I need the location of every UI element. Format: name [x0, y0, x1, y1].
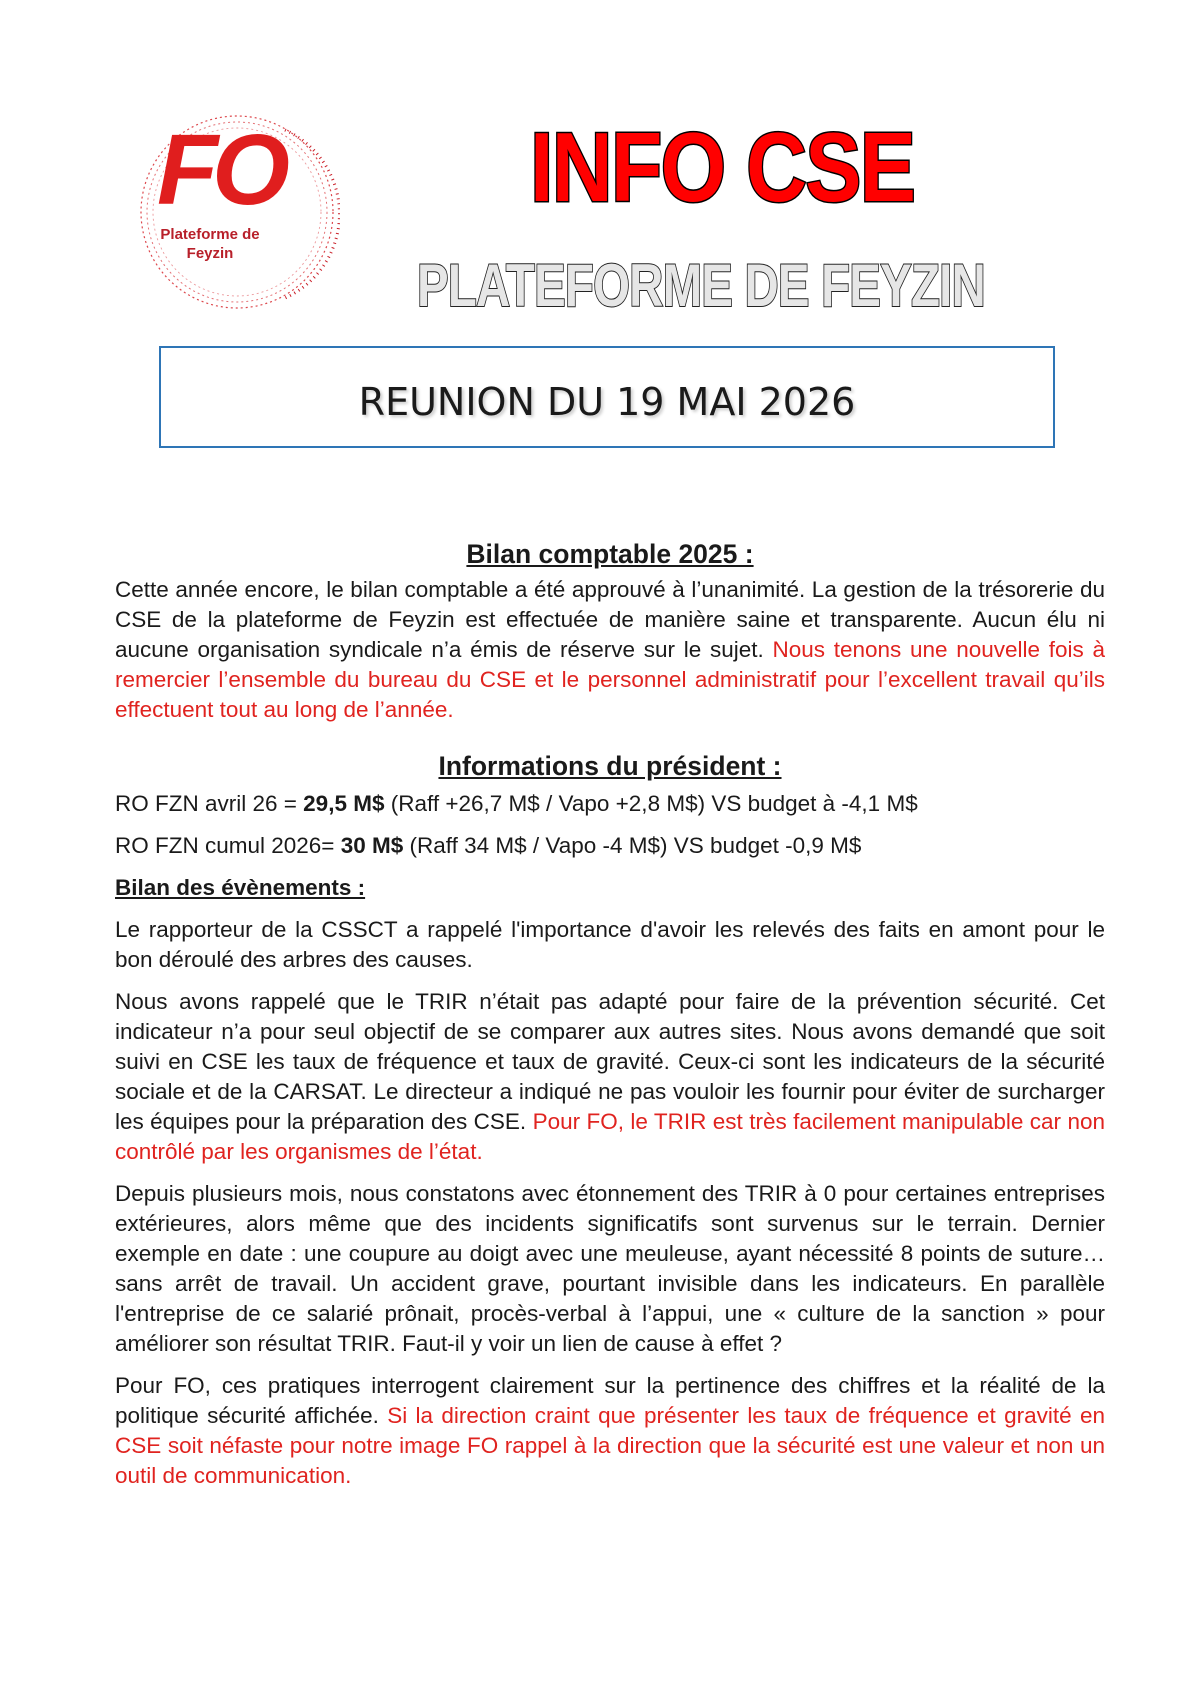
logo-caption-line2: Feyzin — [186, 245, 234, 262]
paragraph-cssct: Le rapporteur de la CSSCT a rappelé l'importance d'avoir les relevés des faits en amont pour le bon déroulé des arbres des causes. — [115, 917, 1105, 972]
ro-cumul-suffix: (Raff 34 M$ / Vapo -4 M$) VS budget -0,9 M$ — [403, 833, 862, 858]
paragraph-trir — [115, 987, 1105, 1167]
ro-cumul-value: 30 M$ — [340, 833, 404, 858]
ro-cumul-prefix: RO FZN cumul 2026= — [115, 833, 341, 858]
paragraph-trir-text: Nous avons rappelé que le TRIR n’était pas adapté pour faire de la prévention sécurité. Cet indicateur n’a pour seul objectif de se comparer aux autres sites. Nous avons demandé que soit suivi en CSE les taux de fréquence et taux de gravité. Ceux-ci sont les indicateurs de la sécurité sociale et de la CARSAT. Le directeur a indiqué ne pas vouloir les fournir pour éviter de surcharger les équipes pour la préparation des CSE. — [115, 989, 1105, 1134]
paragraph-conclusion-red: Si la direction craint que présenter les taux de fréquence et gravité en CSE soit néfaste pour notre image FO rappel à la direction que la sécurité est une valeur et non un outil de communication. — [115, 1403, 1105, 1488]
logo-caption-line1: Plateforme de — [160, 226, 260, 243]
ro-avril-value: 29,5 M$ — [303, 791, 385, 816]
meeting-date-label: REUNION DU 19 MAI 2026 — [358, 380, 856, 424]
ro-cumul-line — [115, 831, 1105, 861]
paragraph-constat: Depuis plusieurs mois, nous constatons avec étonnement des TRIR à 0 pour certaines entreprises extérieures, alors même que des incidents significatifs sont survenus sur le terrain. Dernier exemple en date : une coupure au doigt avec une meuleuse, ayant nécessité 8 points de suture… sans arrêt de travail. Un accident grave, pourtant invisible dans les indicateurs. En parallèle l'entreprise de ce salarié prônait, procès-verbal à l’appui, une « culture de la sanction » pour améliorer son résultat TRIR. Faut-il y voir un lien de cause à effet ? — [115, 1181, 1105, 1356]
fo-logo — [135, 110, 340, 320]
paragraph-conclusion-text: Pour FO, ces pratiques interrogent clairement sur la pertinence des chiffres et la réalité de la politique sécurité affichée. — [115, 1373, 1105, 1428]
heading-bilan-comptable: Bilan comptable 2025 : — [466, 539, 754, 569]
page-title: INFO CSE — [530, 112, 915, 222]
paragraph-conclusion — [115, 1371, 1105, 1491]
paragraph-bilan — [115, 575, 1105, 725]
heading-informations-president: Informations du président : — [438, 751, 782, 781]
ro-avril-line — [115, 789, 1105, 819]
ro-avril-suffix: (Raff +26,7 M$ / Vapo +2,8 M$) VS budget à -4,1 M$ — [384, 791, 918, 816]
ro-avril-prefix: RO FZN avril 26 = — [115, 791, 304, 816]
paragraph-trir-red: Pour FO, le TRIR est très facilement manipulable car non contrôlé par les organismes de l’état. — [115, 1109, 1105, 1164]
meeting-date-box — [159, 346, 1055, 448]
page-subtitle: PLATEFORME DE FEYZIN — [417, 252, 985, 319]
paragraph-bilan-text: Cette année encore, le bilan comptable a été approuvé à l’unanimité. La gestion de la trésorerie du CSE de la plateforme de Feyzin est effectuée de manière saine et transparente. Aucun élu ni aucune organisation syndicale n’a émis de réserve sur le sujet. — [115, 577, 1105, 662]
document-body — [115, 535, 1105, 1503]
paragraph-bilan-red: Nous tenons une nouvelle fois à remercier l’ensemble du bureau du CSE et le personnel administratif pour l’excellent travail qu’ils effectuent tout au long de l’année. — [115, 637, 1105, 722]
heading-bilan-evenements: Bilan des évènements : — [115, 875, 366, 900]
logo-fo-letters: FO — [157, 114, 284, 226]
